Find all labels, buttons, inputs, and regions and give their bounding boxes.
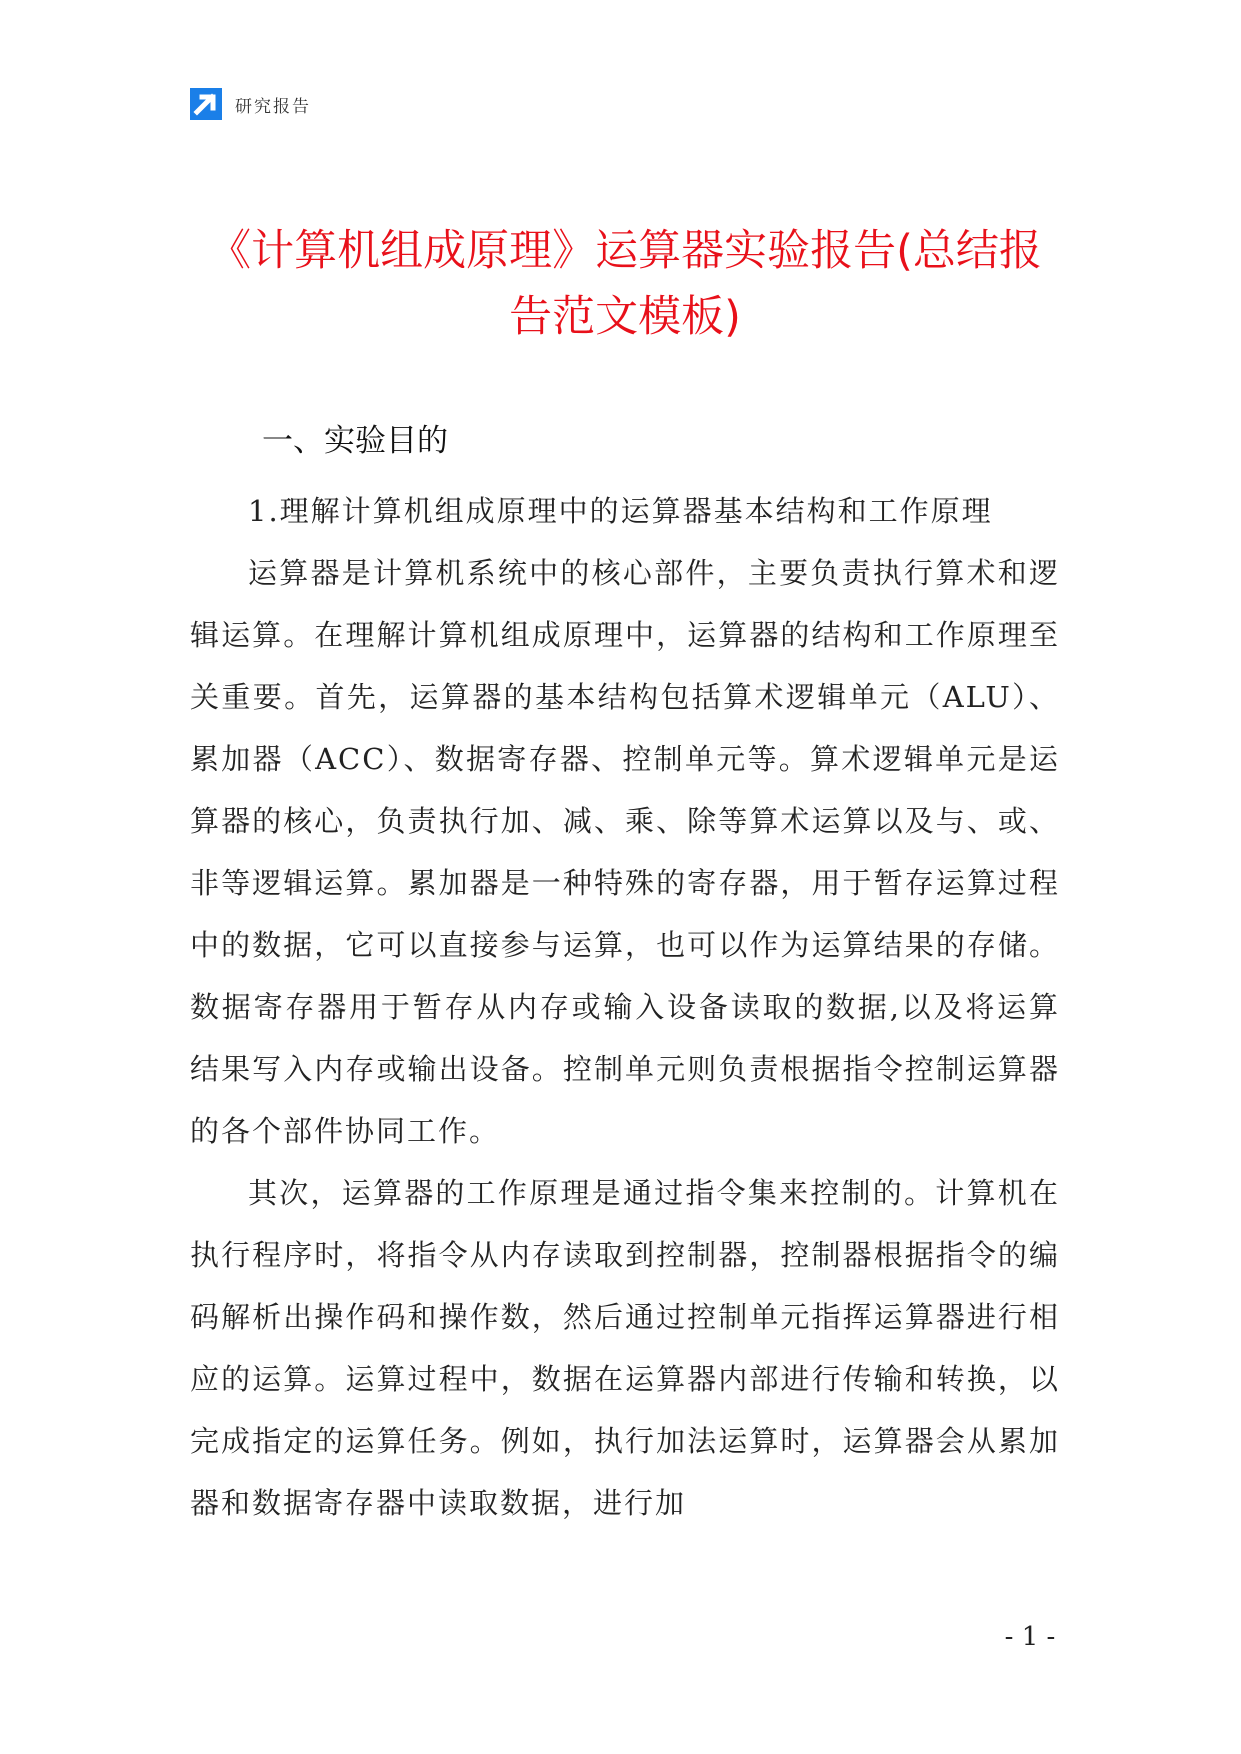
- header-label: 研究报告: [235, 96, 311, 117]
- body-paragraph: 运算器是计算机系统中的核心部件，主要负责执行算术和逻辑运算。在理解计算机组成原理中，运算器的结构和工作原理至关重要。首先，运算器的基本结构包括算术逻辑单元（ALU）、累加器（ACC）、数据寄存器、控制单元等。算术逻辑单元是运算器的核心，负责执行加、减、乘、除等算术运算以及与、或、非等逻辑运算。累加器是一种特殊的寄存器，用于暂存运算过程中的数据，它可以直接参与运算，也可以作为运算结果的存储。数据寄存器用于暂存从内存或输入设备读取的数据,以及将运算结果写入内存或输出设备。控制单元则负责根据指令控制运算器的各个部件协同工作。: [190, 556, 1060, 1148]
- page-number: - 1 -: [1004, 1622, 1056, 1652]
- document-body: [190, 480, 1060, 1534]
- body-paragraph: 其次，运算器的工作原理是通过指令集来控制的。计算机在执行程序时，将指令从内存读取到控制器，控制器根据指令的编码解析出操作码和操作数，然后通过控制单元指挥运算器进行相应的运算。运算过程中，数据在运算器内部进行传输和转换，以完成指定的运算任务。例如，执行加法运算时，运算器会从累加器和数据寄存器中读取数据，进行加: [190, 1176, 1060, 1520]
- section-heading: 一、实验目的: [262, 423, 448, 459]
- brand-logo-icon: [190, 88, 222, 120]
- report-header: [190, 86, 311, 122]
- document-title: 《计算机组成原理》运算器实验报告(总结报告范文模板): [208, 226, 1042, 342]
- subsection-heading: 1.理解计算机组成原理中的运算器基本结构和工作原理: [248, 494, 993, 528]
